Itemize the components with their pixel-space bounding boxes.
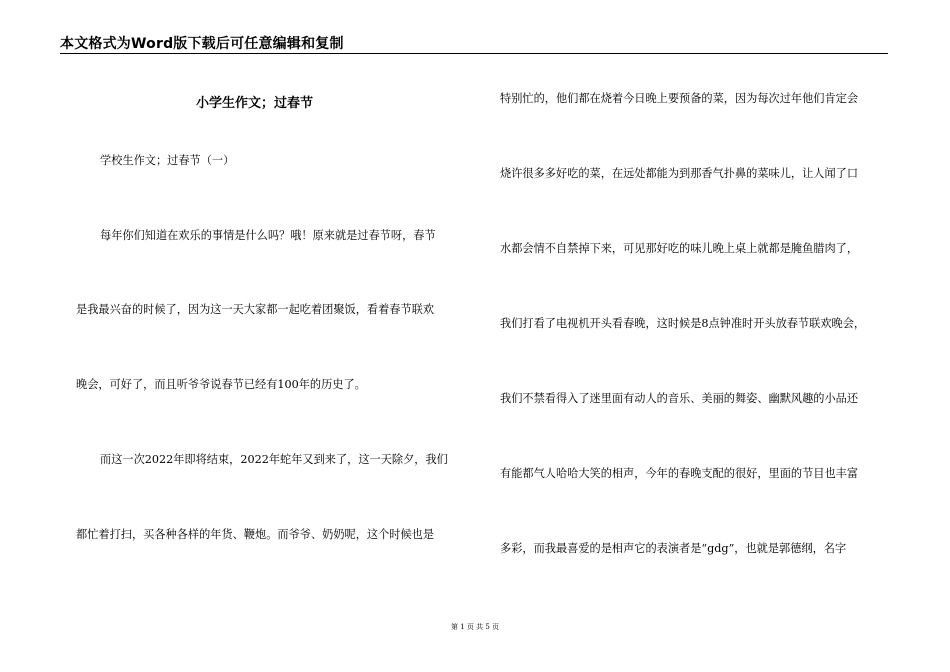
paragraph-line: 多彩，而我最喜爱的是相声它的表演者是“gdg”，也就是郭德纲，名字 xyxy=(500,542,847,555)
header-title: 本文格式为Word版下载后可任意编辑和复制 xyxy=(60,36,344,52)
document-title: 小学生作文；过春节 xyxy=(196,96,314,111)
header-divider xyxy=(60,53,888,54)
paragraph-line: 每年你们知道在欢乐的事情是什么吗？哦！原来就是过春节呀，春节 xyxy=(100,229,436,242)
paragraph-line: 我们打看了电视机开头看春晚，这时候是8点钟准时开头放春节联欢晚会， xyxy=(500,317,866,330)
page-number: 第 1 页 共 5 页 xyxy=(450,623,500,631)
paragraph-line: 我们不禁看得入了迷里面有动人的音乐、美丽的舞姿、幽默风趣的小品还 xyxy=(500,392,859,405)
paragraph-line: 烧许很多多好吃的菜，在远处都能为到那香气扑鼻的菜味儿，让人闻了口 xyxy=(500,167,859,180)
paragraph-line: 是我最兴奋的时候了，因为这一天大家都一起吃着团聚饭，看着春节联欢 xyxy=(76,303,435,316)
paragraph-line: 都忙着打扫，买各种各样的年货、鞭炮。而爷爷、奶奶呢，这个时候也是 xyxy=(76,528,435,541)
paragraph-line: 特别忙的，他们都在烧着今日晚上要预备的菜，因为每次过年他们肯定会 xyxy=(500,92,859,105)
paragraph-line: 晚会，可好了，而且听爷爷说春节已经有100年的历史了。 xyxy=(76,378,366,391)
paragraph-line: 而这一次2022年即将结束，2022年蛇年又到来了，这一天除夕，我们 xyxy=(100,453,448,466)
paragraph-line: 学校生作文；过春节（一） xyxy=(100,154,235,167)
paragraph-line: 水都会情不自禁掉下来，可见那好吃的味儿晚上桌上就都是腌鱼腊肉了， xyxy=(500,242,859,255)
paragraph-line: 有能都气人哈哈大笑的相声，今年的春晚支配的很好，里面的节目也丰富 xyxy=(500,467,859,480)
